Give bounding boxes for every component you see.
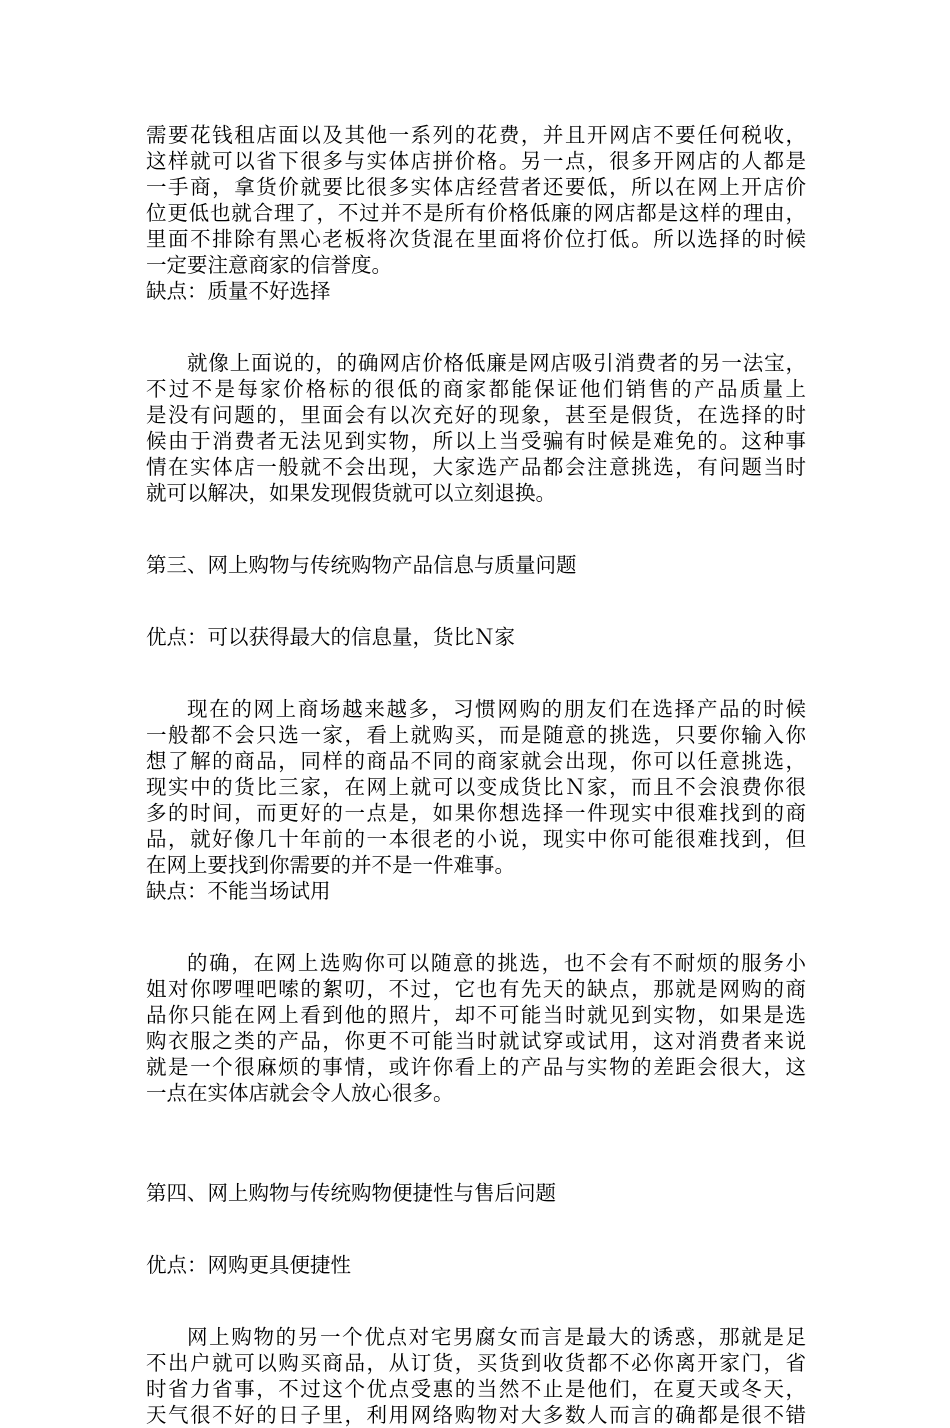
paragraph-convenience: [146, 1324, 806, 1428]
text-line: 购衣服之类的产品，你更不可能当时就试穿或试用，这对消费者来说: [146, 1029, 806, 1053]
text-line: 一定要注意商家的信誉度。: [146, 253, 392, 277]
document-page: [146, 122, 806, 1428]
text-line: 品你只能在网上看到他的照片，却不可能当时就见到实物，如果是选: [146, 1003, 806, 1027]
paragraph-price-advantage: [146, 122, 806, 278]
pro-label-convenience: 优点：网购更具便捷性: [146, 1253, 351, 1277]
text-line: 的确，在网上选购你可以随意的挑选，也不会有不耐烦的服务小: [187, 951, 806, 975]
text-line: 在网上要找到你需要的并不是一件难事。: [146, 853, 515, 877]
text-line: 不出户就可以购买商品，从订货，买货到收货都不必你离开家门，省: [146, 1351, 806, 1375]
text-line: 一般都不会只选一家，看上就购买，而是随意的挑选，只要你输入你: [146, 723, 806, 747]
text-line: 多的时间，而更好的一点是，如果你想选择一件现实中很难找到的商: [146, 801, 806, 825]
con-label-quality: 缺点：质量不好选择: [146, 279, 331, 303]
text-line: 一手商，拿货价就要比很多实体店经营者还要低，所以在网上开店价: [146, 175, 806, 199]
pro-label-information: 优点：可以获得最大的信息量，货比Ｎ家: [146, 625, 515, 649]
section-3-title: 第三、网上购物与传统购物产品信息与质量问题: [146, 553, 577, 577]
paragraph-trial: [146, 950, 806, 1106]
text-line: 位更低也就合理了，不过并不是所有价格低廉的网店都是这样的理由，: [146, 201, 806, 225]
text-line: 现在的网上商场越来越多，习惯网购的朋友们在选择产品的时候: [187, 697, 806, 721]
text-line: 想了解的商品，同样的商品不同的商家就会出现，你可以任意挑选，: [146, 749, 806, 773]
con-label-trial: 缺点：不能当场试用: [146, 879, 331, 903]
text-line: 品，就好像几十年前的一本很老的小说，现实中你可能很难找到，但: [146, 827, 806, 851]
paragraph-information: [146, 696, 806, 878]
text-line: 天气很不好的日子里，利用网络购物对大多数人而言的确都是很不错: [146, 1403, 806, 1427]
text-line: 需要花钱租店面以及其他一系列的花费，并且开网店不要任何税收，: [146, 123, 806, 147]
text-line: 就可以解决，如果发现假货就可以立刻退换。: [146, 481, 556, 505]
text-line: 网上购物的另一个优点对宅男腐女而言是最大的诱惑，那就是足: [187, 1325, 806, 1349]
text-line: 姐对你啰哩吧嗦的絮叨，不过，它也有先天的缺点，那就是网购的商: [146, 977, 806, 1001]
text-line: 不过不是每家价格标的很低的商家都能保证他们销售的产品质量上: [146, 377, 806, 401]
text-line: 就像上面说的，的确网店价格低廉是网店吸引消费者的另一法宝，: [187, 351, 806, 375]
text-line: 时省力省事，不过这个优点受惠的当然不止是他们，在夏天或冬天，: [146, 1377, 806, 1401]
section-4-title: 第四、网上购物与传统购物便捷性与售后问题: [146, 1181, 556, 1205]
text-line: 里面不排除有黑心老板将次货混在里面将价位打低。所以选择的时候: [146, 227, 806, 251]
text-line: 现实中的货比三家，在网上就可以变成货比Ｎ家，而且不会浪费你很: [146, 775, 806, 799]
paragraph-quality: [146, 350, 806, 506]
text-line: 这样就可以省下很多与实体店拼价格。另一点，很多开网店的人都是: [146, 149, 806, 173]
text-line: 情在实体店一般就不会出现，大家选产品都会注意挑选，有问题当时: [146, 455, 806, 479]
text-line: 是没有问题的，里面会有以次充好的现象，甚至是假货，在选择的时: [146, 403, 806, 427]
text-line: 候由于消费者无法见到实物，所以上当受骗有时候是难免的。这种事: [146, 429, 806, 453]
text-line: 就是一个很麻烦的事情，或许你看上的产品与实物的差距会很大，这: [146, 1055, 806, 1079]
text-line: 一点在实体店就会令人放心很多。: [146, 1081, 454, 1105]
